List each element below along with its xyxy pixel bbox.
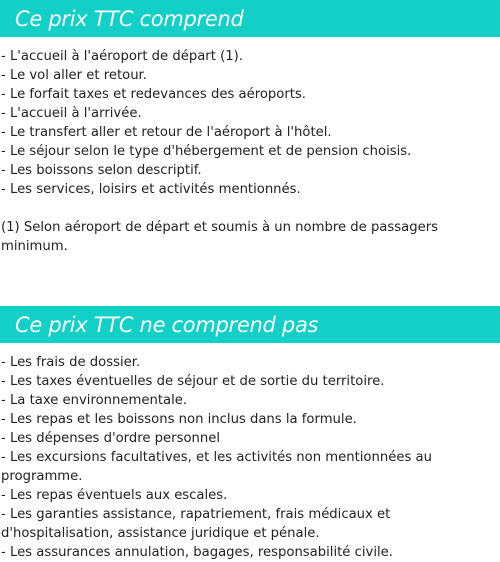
footnote: (1) Selon aéroport de départ et soumis à un nombre de passagers minimum. bbox=[1, 220, 438, 254]
list-item: - Les services, loisirs et activités mentionnés. bbox=[1, 182, 301, 197]
list-item: - L'accueil à l'aéroport de départ (1). bbox=[1, 49, 243, 64]
list-item: - Les garanties assistance, rapatriement, frais médicaux et d'hospitalisation, assistance juridique et pénale. bbox=[1, 507, 391, 541]
list-item: - Les repas éventuels aux escales. bbox=[1, 488, 228, 503]
list-item: - Les taxes éventuelles de séjour et de sortie du territoire. bbox=[1, 374, 385, 389]
list-item: - Les frais de dossier. bbox=[1, 355, 141, 370]
list-item: - Les dépenses d'ordre personnel bbox=[1, 431, 221, 446]
included-title: Ce prix TTC comprend bbox=[15, 6, 244, 31]
list-item: - Le vol aller et retour. bbox=[1, 68, 147, 83]
list-item: - Le séjour selon le type d'hébergement et de pension choisis. bbox=[1, 144, 412, 159]
included-section-header bbox=[0, 0, 500, 37]
excluded-title: Ce prix TTC ne comprend pas bbox=[15, 312, 319, 337]
list-item: - Les excursions facultatives, et les activités non mentionnées au programme. bbox=[1, 450, 432, 484]
list-item: - La taxe environnementale. bbox=[1, 393, 188, 408]
list-item: - Le transfert aller et retour de l'aéroport à l'hôtel. bbox=[1, 125, 332, 140]
included-list bbox=[1, 47, 491, 199]
list-item: - Les assurances annulation, bagages, responsabilité civile. bbox=[1, 545, 393, 560]
excluded-section-header bbox=[0, 306, 500, 343]
list-item: - Les repas et les boissons non inclus dans la formule. bbox=[1, 412, 357, 427]
excluded-list bbox=[1, 353, 491, 562]
list-item: - Le forfait taxes et redevances des aéroports. bbox=[1, 87, 306, 102]
list-item: - Les boissons selon descriptif. bbox=[1, 163, 202, 178]
list-item: - L'accueil à l'arrivée. bbox=[1, 106, 142, 121]
